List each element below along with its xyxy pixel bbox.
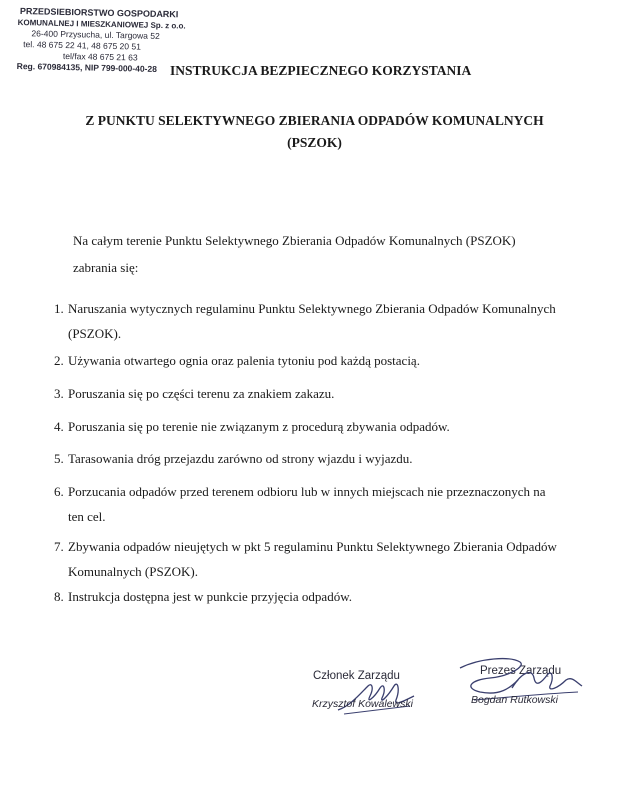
handwritten-signature-left xyxy=(330,676,420,718)
signature-left-role: Członek Zarządu xyxy=(313,670,400,682)
handwritten-signature-right xyxy=(450,648,600,718)
document-title-line2: Z PUNKTU SELEKTYWNEGO ZBIERANIA ODPADÓW KOMUNALNYCH xyxy=(85,113,544,128)
rule-item xyxy=(54,584,574,609)
rule-number: 7. xyxy=(54,539,64,554)
rule-text-continued: (PSZOK). xyxy=(68,326,122,341)
signature-right-role: Prezes Zarządu xyxy=(480,665,562,677)
stamp-line: 26-400 Przysucha, ul. Targowa 52 xyxy=(31,28,160,41)
rule-item xyxy=(54,446,574,471)
intro-line: zabrania się: xyxy=(73,260,139,275)
rule-number: 4. xyxy=(54,419,64,434)
stamp-line: PRZEDSIEBIORSTWO GOSPODARKI xyxy=(19,6,179,20)
intro-paragraph xyxy=(73,227,573,281)
rule-item xyxy=(54,296,574,346)
rule-number: 2. xyxy=(54,353,64,368)
stamp-line: KOMUNALNEJ I MIESZKANIOWEJ Sp. z o.o. xyxy=(17,17,186,31)
rule-item xyxy=(54,534,574,584)
signature-right-name: Bogdan Rutkowski xyxy=(471,694,558,706)
stamp-line: tel/fax 48 675 21 63 xyxy=(62,50,138,63)
document-title-line3: (PSZOK) xyxy=(287,135,342,150)
rule-number: 5. xyxy=(54,451,64,466)
rule-text: Poruszania się po części terenu za znakiem zakazu. xyxy=(68,386,335,401)
rule-text-continued: ten cel. xyxy=(68,509,106,524)
rule-number: 3. xyxy=(54,386,64,401)
rule-text: Naruszania wytycznych regulaminu Punktu Selektywnego Zbierania Odpadów Komunalnych xyxy=(68,301,556,316)
rule-item xyxy=(54,414,574,439)
rule-item xyxy=(54,479,574,529)
rule-number: 1. xyxy=(54,301,64,316)
rule-item xyxy=(54,348,574,373)
rule-number: 8. xyxy=(54,589,64,604)
rule-text: Używania otwartego ognia oraz palenia tytoniu pod każdą postacią. xyxy=(68,353,420,368)
document-title-block xyxy=(0,110,629,154)
stamp-line: tel. 48 675 22 41, 48 675 20 51 xyxy=(23,39,141,52)
rule-text: Instrukcja dostępna jest w punkcie przyjęcia odpadów. xyxy=(68,589,352,604)
rules-list xyxy=(54,296,574,609)
rule-text: Zbywania odpadów nieujętych w pkt 5 regulaminu Punktu Selektywnego Zbierania Odpadów xyxy=(68,539,557,554)
rule-item xyxy=(54,381,574,406)
rule-text: Poruszania się po terenie nie związanym z procedurą zbywania odpadów. xyxy=(68,419,450,434)
signature-left-name: Krzysztof Kowalewski xyxy=(312,698,413,710)
document-title-line1: INSTRUKCJA BEZPIECZNEGO KORZYSTANIA xyxy=(170,63,472,78)
intro-line: Na całym terenie Punktu Selektywnego Zbierania Odpadów Komunalnych (PSZOK) xyxy=(73,233,516,248)
rule-text: Tarasowania dróg przejazdu zarówno od strony wjazdu i wyjazdu. xyxy=(68,451,413,466)
rule-number: 6. xyxy=(54,484,64,499)
stamp-line: Reg. 670984135, NIP 799-000-40-28 xyxy=(16,60,158,74)
rule-text-continued: Komunalnych (PSZOK). xyxy=(68,564,198,579)
rule-text: Porzucania odpadów przed terenem odbioru lub w innych miejscach nie przeznaczonych na xyxy=(68,484,546,499)
